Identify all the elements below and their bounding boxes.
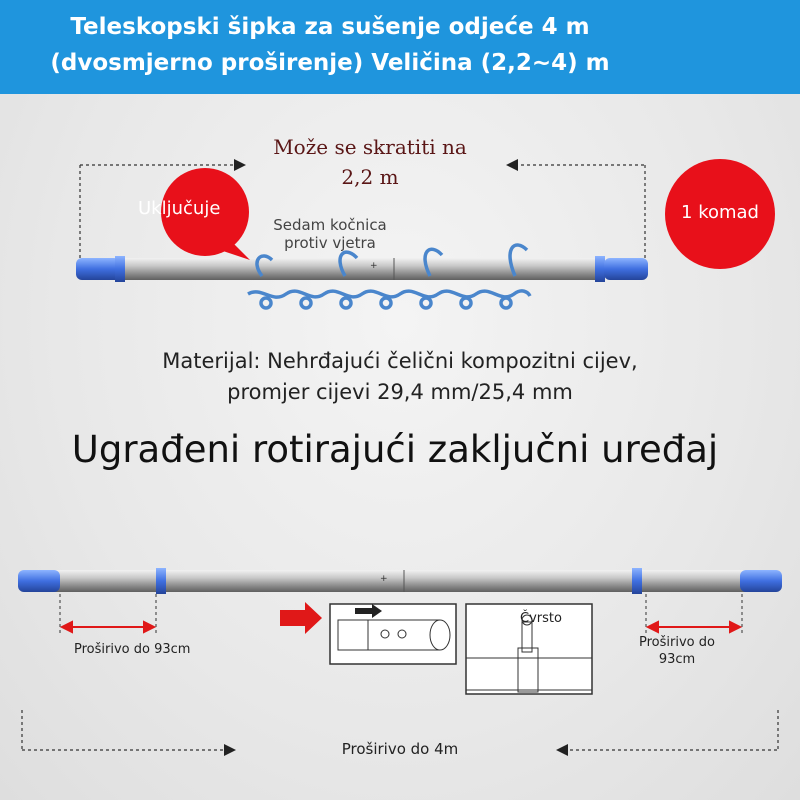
bottom-rod-illustration xyxy=(0,550,800,800)
include-badge-label: Uključuje xyxy=(138,198,221,219)
headline: Ugrađeni rotirajući zaključni uređaj xyxy=(71,428,719,471)
header-title-line1: Teleskopski šipka za sušenje odjeće 4 m xyxy=(70,14,590,40)
top-rod-left-cap xyxy=(76,258,120,280)
left-extend-label: Proširivo do 93cm xyxy=(74,642,191,657)
left-extend-arrow xyxy=(62,622,154,632)
svg-text:+: + xyxy=(370,261,378,271)
detail-box-slide xyxy=(330,604,456,664)
top-rod-tube xyxy=(110,258,600,280)
hooks-label-line2: protiv vjetra xyxy=(284,234,376,252)
bottom-rod-right-cap xyxy=(740,570,782,592)
shorten-label xyxy=(250,132,490,192)
bottom-rod-tube xyxy=(50,570,750,592)
material-line1: Materijal: Nehrđajući čelični kompozitni cijev, xyxy=(162,349,638,373)
bottom-rod-left-cap xyxy=(18,570,60,592)
svg-text:+: + xyxy=(380,574,388,584)
detail-label: Čvrsto xyxy=(520,611,562,626)
top-rod-right-cap xyxy=(604,258,648,280)
right-extend-label-line1: Proširivo do xyxy=(639,635,715,650)
right-extend-label xyxy=(622,634,732,668)
right-extend-arrow xyxy=(648,622,740,632)
hooks-label-line1: Sedam kočnica xyxy=(273,216,387,234)
material-line2: promjer cijevi 29,4 mm/25,4 mm xyxy=(227,380,573,404)
header-title-line2: (dvosmjerno proširenje) Veličina (2,2~4) m xyxy=(50,50,610,76)
shorten-label-line2: 2,2 m xyxy=(341,165,399,189)
quantity-badge-label: 1 komad xyxy=(681,202,759,223)
total-extend-label: Proširivo do 4m xyxy=(341,740,459,758)
hooks-label xyxy=(255,216,405,252)
shorten-label-line1: Može se skratiti na xyxy=(273,135,467,159)
detail-arrow-icon xyxy=(280,602,322,634)
right-extend-label-line2: 93cm xyxy=(658,652,696,667)
